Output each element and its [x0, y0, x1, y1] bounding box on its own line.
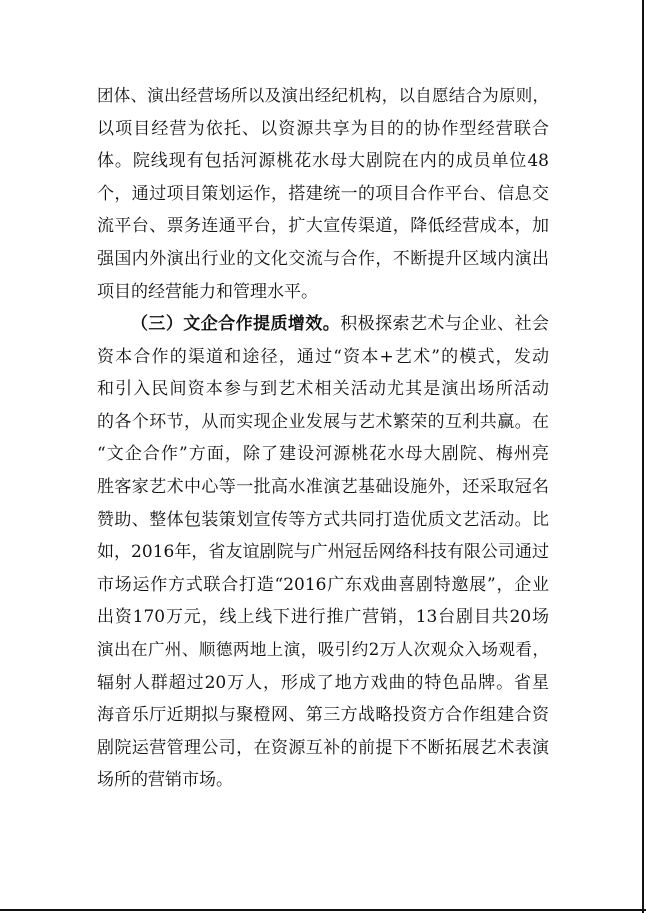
- text-line: “文企合作”方面，除了建设河源桃花水母大剧院、梅州亮: [97, 444, 549, 465]
- text-line: 团体、演出经营场所以及演出经纪机构，以自愿结合为原则，: [97, 86, 549, 105]
- text-line: 体。院线现有包括河源桃花水母大剧院在内的成员单位48: [97, 151, 549, 172]
- text-line: 赞助、整体包装策划宣传等方式共同打造优质文艺活动。比: [97, 509, 549, 530]
- text-line: 市场运作方式联合打造“2016广东戏曲喜剧特邀展”，企业: [97, 574, 549, 595]
- paragraph-continued: [97, 80, 549, 308]
- text-line: 流平台、票务连通平台，扩大宣传渠道，降低经营成本，加: [97, 216, 549, 237]
- text-line: 剧院运营管理公司，在资源互补的前提下不断拓展艺术表演: [97, 737, 549, 758]
- text-line: 强国内外演出行业的文化交流与合作，不断提升区域内演出: [97, 248, 549, 269]
- text-run: 积极探索艺术与企业、社会: [340, 314, 550, 334]
- page-border-bottom: [0, 909, 646, 911]
- page-border-right: [642, 0, 644, 913]
- text-line: 演出在广州、顺德两地上演，吸引约2万人次观众入场观看，: [97, 639, 549, 659]
- text-line: 场所的营销市场。: [97, 770, 233, 791]
- text-line: 项目的经营能力和管理水平。: [97, 281, 318, 302]
- text-line: 以项目经营为依托、以资源共享为目的的协作型经营联合: [97, 118, 549, 139]
- text-line: 出资170万元，线上线下进行推广营销，13台剧目共20场: [97, 607, 549, 628]
- text-line: 的各个环节，从而实现企业发展与艺术繁荣的互利共赢。在: [97, 411, 549, 432]
- paragraph-culture-enterprise-cooperation: [97, 308, 549, 797]
- text-line: 辐射人群超过20万人，形成了地方戏曲的特色品牌。省星: [97, 672, 549, 693]
- text-line-first: [97, 308, 549, 341]
- text-line: 资本合作的渠道和途径，通过“资本+艺术”的模式，发动: [97, 346, 549, 367]
- text-line: 和引入民间资本参与到艺术相关活动尤其是演出场所活动: [97, 379, 549, 400]
- text-line: 胜客家艺术中心等一批高水准演艺基础设施外，还采取冠名: [97, 476, 549, 497]
- text-line: 海音乐厅近期拟与聚橙网、第三方战略投资方合作组建合资: [97, 705, 549, 726]
- text-line: 个，通过项目策划运作，搭建统一的项目合作平台、信息交: [97, 183, 549, 204]
- text-line: 如，2016年，省友谊剧院与广州冠岳网络科技有限公司通过: [97, 542, 549, 563]
- section-heading: （三）文企合作提质增效。: [131, 314, 341, 334]
